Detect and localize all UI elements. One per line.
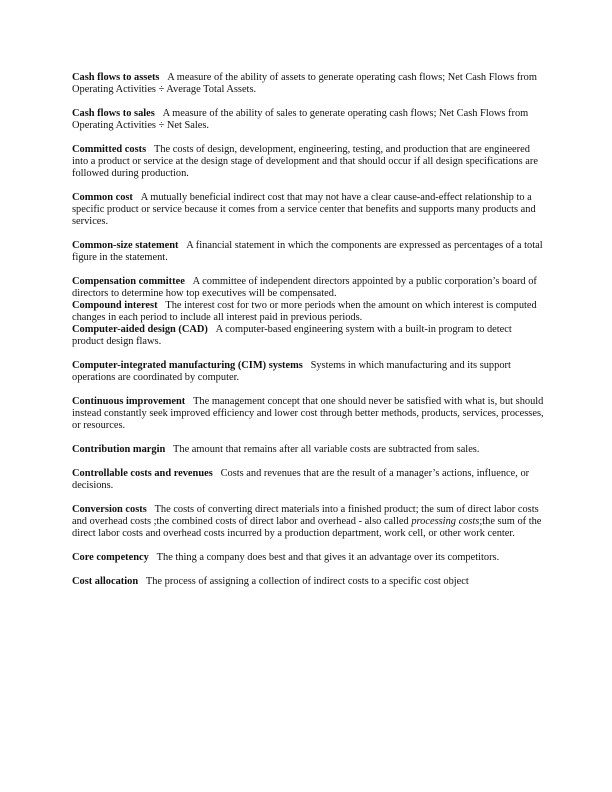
glossary-term: Continuous improvement — [72, 396, 186, 407]
glossary-entry — [72, 360, 544, 384]
glossary-entry — [72, 192, 544, 228]
glossary-definition: The thing a company does best and that gives it an advantage over its competitors. — [156, 552, 500, 563]
glossary-entry — [72, 444, 544, 456]
glossary-term: Committed costs — [72, 144, 147, 155]
glossary-definition: The costs of design, development, engineering, testing, and production that are engineered into a product or service at the design stage of development and that should occur if all design specifications are followed during production. — [72, 144, 538, 179]
glossary-entry — [72, 396, 544, 432]
glossary-entry — [72, 468, 544, 492]
glossary-term: Cost allocation — [72, 576, 139, 587]
glossary-definition: The interest cost for two or more periods when the amount on which interest is computed changes in each period to include all interest paid in previous periods. — [72, 300, 537, 323]
glossary-entry — [72, 576, 544, 588]
glossary-term: Compensation committee — [72, 276, 185, 287]
glossary-definition: The costs of converting direct materials into a finished product; the sum of direct labor costs and overhead costs ;the combined costs of direct labor and overhead - also called processing costs;the sum of the direct labor costs and overhead costs incurred by a production department, work cell, or other work center. — [72, 504, 542, 539]
glossary-entry — [72, 108, 544, 132]
glossary-definition: A financial statement in which the components are expressed as percentages of a total figure in the statement. — [72, 240, 543, 263]
glossary-definition: The process of assigning a collection of indirect costs to a specific cost object — [145, 576, 469, 587]
glossary-entry — [72, 300, 544, 324]
glossary-term: Contribution margin — [72, 444, 166, 455]
glossary-term: Core competency — [72, 552, 149, 563]
glossary-definition: A measure of the ability of assets to generate operating cash flows; Net Cash Flows from Operating Activities ÷ Average Total Assets. — [72, 72, 537, 95]
glossary-entry — [72, 552, 544, 564]
glossary-entry — [72, 324, 544, 348]
glossary-entry — [72, 144, 544, 180]
glossary-definition: The amount that remains after all variable costs are subtracted from sales. — [173, 444, 480, 455]
glossary-definition: The management concept that one should never be satisfied with what is, but should instead constantly seek improved efficiency and lower cost through better methods, products, services, processes, or resources. — [72, 396, 544, 431]
glossary-entry — [72, 504, 544, 540]
italic-term: processing costs — [411, 516, 480, 527]
glossary-entry — [72, 240, 544, 264]
glossary-definition: Costs and revenues that are the result of a manager’s actions, influence, or decisions. — [72, 468, 530, 491]
glossary-entry — [72, 276, 544, 300]
glossary-definition: A measure of the ability of sales to generate operating cash flows; Net Cash Flows from Operating Activities ÷ Net Sales. — [72, 108, 529, 131]
glossary-definition: A mutually beneficial indirect cost that may not have a clear cause-and-effect relationship to a specific product or service because it comes from a service center that benefits and supports many products and services. — [72, 192, 536, 227]
glossary-definition: A computer-based engineering system with a built-in program to detect product design flaws. — [72, 324, 512, 347]
glossary-term: Computer-integrated manufacturing (CIM) systems — [72, 360, 303, 371]
glossary-term: Controllable costs and revenues — [72, 468, 213, 479]
glossary-term: Computer-aided design (CAD) — [72, 324, 208, 335]
glossary-term: Cash flows to sales — [72, 108, 155, 119]
glossary-definition: A committee of independent directors appointed by a public corporation’s board of directors to determine how top executives will be compensated. — [72, 276, 537, 299]
glossary-term: Conversion costs — [72, 504, 147, 515]
glossary-term: Common cost — [72, 192, 133, 203]
glossary-definition: Systems in which manufacturing and its support operations are coordinated by computer. — [72, 360, 511, 383]
glossary-entry — [72, 72, 544, 96]
glossary-term: Cash flows to assets — [72, 72, 160, 83]
glossary-term: Compound interest — [72, 300, 158, 311]
glossary-term: Common-size statement — [72, 240, 179, 251]
document-page — [72, 72, 544, 588]
